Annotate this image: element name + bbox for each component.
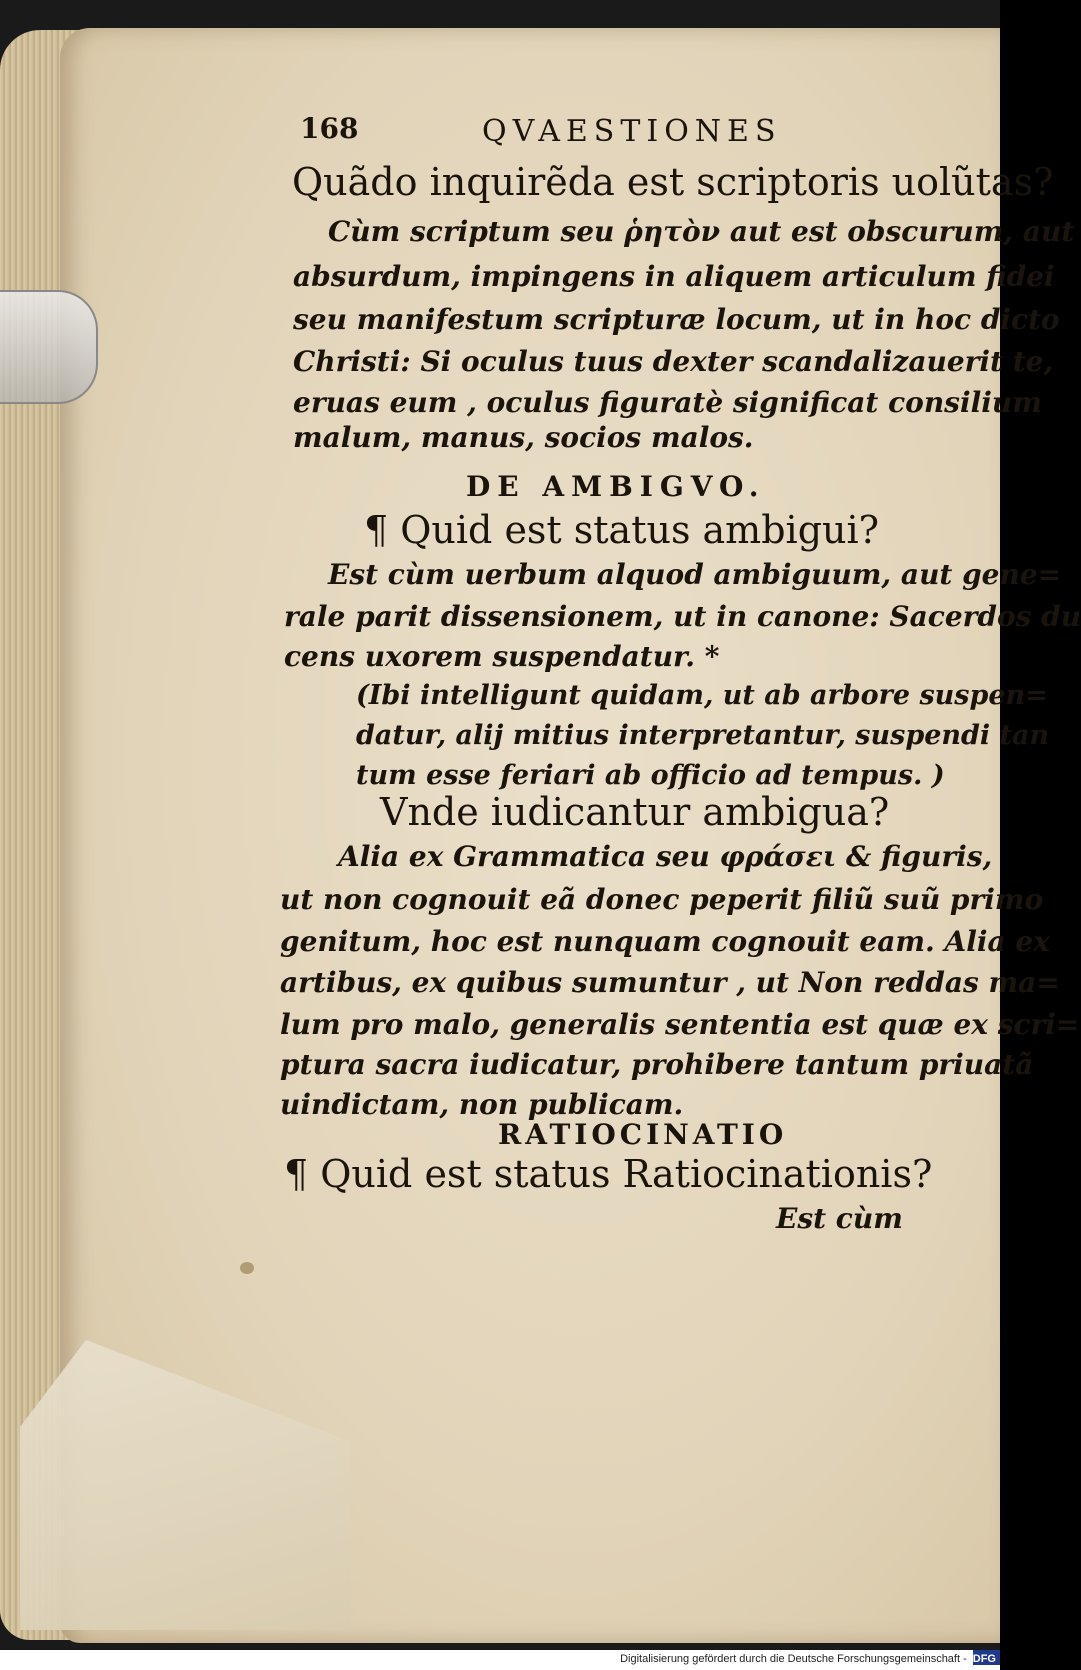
- dfg-logo: DFG: [973, 1650, 1000, 1665]
- running-head: QVAESTIONES: [482, 114, 782, 149]
- text-line: genitum, hoc est nunquam cognouit eam. Alia ex: [280, 925, 1050, 958]
- text-line: artibus, ex quibus sumuntur , ut Non reddas ma=: [280, 966, 1060, 999]
- question-heading: Quãdo inquirẽda est scriptoris uolũtas?: [292, 160, 1054, 204]
- text-line: seu manifestum scripturæ locum, ut in hoc dicto: [293, 303, 1060, 336]
- text-line: cens uxorem suspendatur. *: [284, 640, 720, 673]
- text-line: ut non cognouit eã donec peperit filiũ suũ primo: [280, 883, 1044, 916]
- text-line: uindictam, non publicam.: [280, 1088, 684, 1121]
- text-line: rale parit dissensionem, ut in canone: Sacerdos du: [284, 600, 1081, 633]
- note-line: (Ibi intelligunt quidam, ut ab arbore suspen=: [356, 680, 1048, 711]
- text-line: eruas eum , oculus figuratè significat consilium: [293, 386, 1042, 419]
- page-number: 168: [300, 112, 359, 145]
- text-line: absurdum, impingens in aliquem articulum fidei: [293, 260, 1055, 293]
- text-line: ptura sacra iudicatur, prohibere tantum priuatã: [280, 1048, 1034, 1081]
- question-heading: Vnde iudicantur ambigua?: [380, 790, 890, 834]
- note-line: datur, alij mitius interpretantur, suspendi tan: [356, 720, 1050, 751]
- section-heading-ratiocinatio: RATIOCINATIO: [498, 1118, 788, 1151]
- text-line: Est cùm uerbum alquod ambiguum, aut gene=: [328, 558, 1062, 591]
- question-heading: ¶ Quid est status Ratiocinationis?: [284, 1152, 933, 1196]
- note-line: tum esse feriari ab officio ad tempus. ): [356, 760, 945, 791]
- digitization-footer: [0, 1650, 1000, 1670]
- text-line: malum, manus, socios malos.: [293, 421, 754, 454]
- text-line: Alia ex Grammatica seu φράσει & figuris,: [338, 840, 993, 873]
- question-heading: ¶ Quid est status ambigui?: [364, 508, 880, 552]
- footer-credit: Digitalisierung gefördert durch die Deutsche Forschungsgemeinschaft -: [620, 1653, 967, 1665]
- section-heading-ambiguo: DE AMBIGVO.: [466, 470, 766, 503]
- text-line: lum pro malo, generalis sententia est quæ ex scri=: [280, 1008, 1080, 1041]
- text-line: Cùm scriptum seu ῥητὸν aut est obscurum, aut: [328, 215, 1075, 248]
- text-line: Christi: Si oculus tuus dexter scandalizauerit te,: [293, 345, 1054, 378]
- catchword: Est cùm: [776, 1202, 903, 1235]
